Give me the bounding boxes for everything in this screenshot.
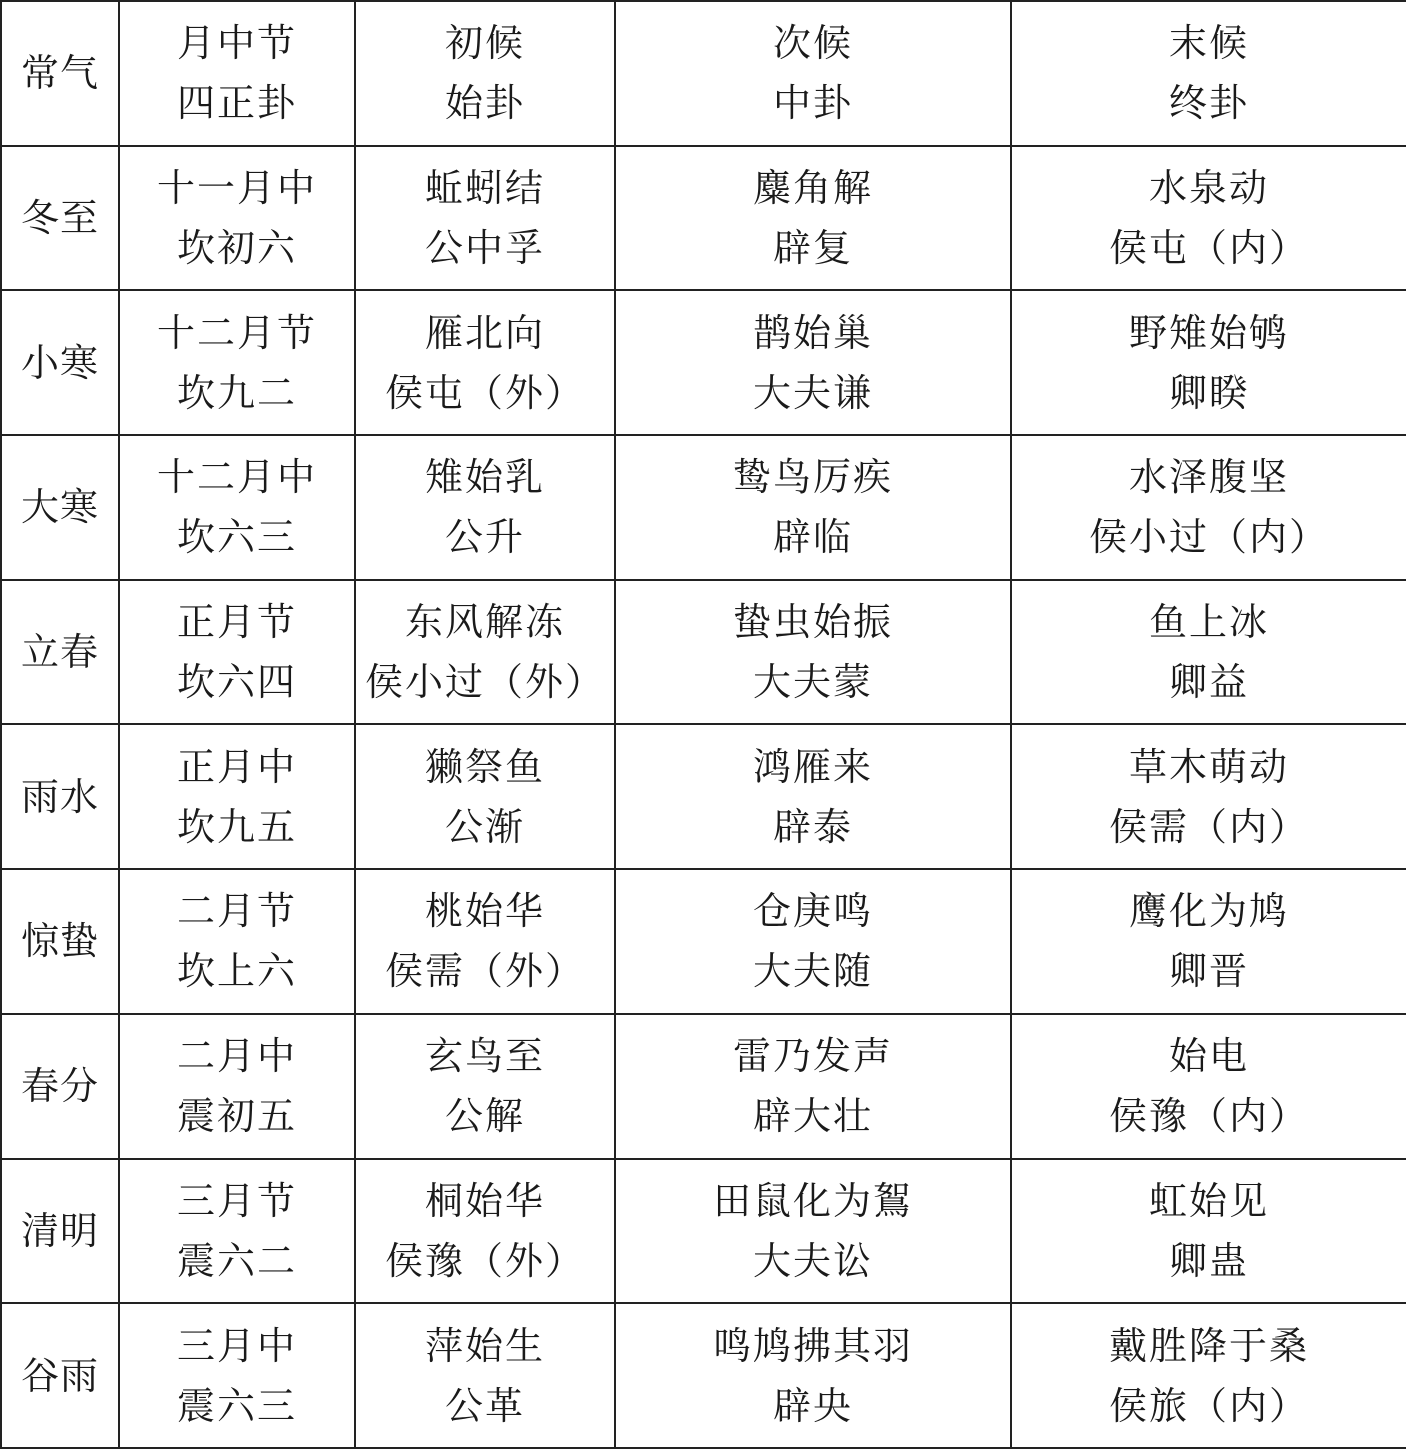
first-pentad-cell-line-1: 蚯蚓结 xyxy=(424,166,545,211)
first-pentad-cell-line-2: 公革 xyxy=(444,1383,525,1428)
month-hexagram-cell-line-1: 三月中 xyxy=(176,1323,297,1368)
first-pentad-cell xyxy=(355,724,615,869)
second-pentad-cell-line-1: 鸣鸠拂其羽 xyxy=(712,1323,913,1368)
table-row xyxy=(1,580,1406,725)
third-pentad-cell-line-2: 卿益 xyxy=(1168,660,1249,705)
month-hexagram-cell-line-2: 坎九五 xyxy=(176,804,297,849)
third-pentad-cell-line-1: 鱼上冰 xyxy=(1148,600,1269,645)
second-pentad-cell-line-2: 辟临 xyxy=(772,515,853,560)
third-pentad-cell xyxy=(1011,1303,1406,1448)
first-pentad-cell xyxy=(355,869,615,1014)
second-pentad-cell-line-1: 田鼠化为鴽 xyxy=(712,1178,913,1223)
month-hexagram-cell-line-2: 四正卦 xyxy=(176,81,297,126)
first-pentad-cell xyxy=(355,1159,615,1304)
first-pentad-cell xyxy=(355,1014,615,1159)
solar-term-cell: 春分 xyxy=(1,1014,119,1159)
month-hexagram-cell xyxy=(119,1,355,146)
first-pentad-cell xyxy=(355,146,615,291)
month-hexagram-cell xyxy=(119,580,355,725)
solar-term-cell: 清明 xyxy=(1,1159,119,1304)
second-pentad-cell xyxy=(615,1,1011,146)
third-pentad-cell-line-2: 侯需（内） xyxy=(1108,804,1309,849)
first-pentad-cell-line-1: 东风解冻 xyxy=(404,600,565,645)
third-pentad-cell xyxy=(1011,869,1406,1014)
first-pentad-cell-line-2: 侯需（外） xyxy=(384,949,585,994)
third-pentad-cell-line-1: 野雉始鸲 xyxy=(1128,310,1289,355)
first-pentad-cell xyxy=(355,580,615,725)
third-pentad-cell-line-2: 卿睽 xyxy=(1168,370,1249,415)
table-row xyxy=(1,146,1406,291)
first-pentad-cell-line-2: 公渐 xyxy=(444,804,525,849)
second-pentad-cell-line-1: 蛰虫始振 xyxy=(732,600,893,645)
first-pentad-cell xyxy=(355,435,615,580)
third-pentad-cell-line-1: 戴胜降于桑 xyxy=(1108,1323,1309,1368)
solar-term-cell: 立春 xyxy=(1,580,119,725)
third-pentad-cell xyxy=(1011,1014,1406,1159)
qihou-table-body xyxy=(1,1,1406,1448)
third-pentad-cell xyxy=(1011,290,1406,435)
month-hexagram-cell xyxy=(119,1159,355,1304)
third-pentad-cell-line-1: 水泽腹坚 xyxy=(1128,455,1289,500)
second-pentad-cell xyxy=(615,290,1011,435)
table-row xyxy=(1,869,1406,1014)
second-pentad-cell xyxy=(615,1303,1011,1448)
solar-term-cell: 常气 xyxy=(1,1,119,146)
month-hexagram-cell xyxy=(119,435,355,580)
month-hexagram-cell xyxy=(119,146,355,291)
third-pentad-cell-line-2: 侯豫（内） xyxy=(1108,1094,1309,1139)
first-pentad-cell-line-2: 始卦 xyxy=(444,81,525,126)
month-hexagram-cell-line-1: 三月节 xyxy=(176,1178,297,1223)
second-pentad-cell-line-2: 大夫谦 xyxy=(752,370,873,415)
third-pentad-cell-line-2: 侯旅（内） xyxy=(1108,1383,1309,1428)
first-pentad-cell-line-1: 雉始乳 xyxy=(424,455,545,500)
second-pentad-cell xyxy=(615,580,1011,725)
second-pentad-cell xyxy=(615,146,1011,291)
month-hexagram-cell-line-1: 正月中 xyxy=(176,744,297,789)
month-hexagram-cell-line-2: 震初五 xyxy=(176,1094,297,1139)
month-hexagram-cell-line-1: 十二月中 xyxy=(156,455,317,500)
third-pentad-cell-line-1: 末候 xyxy=(1168,21,1249,66)
month-hexagram-cell-line-2: 震六二 xyxy=(176,1238,297,1283)
second-pentad-cell-line-2: 大夫随 xyxy=(752,949,873,994)
first-pentad-cell-line-1: 雁北向 xyxy=(424,310,545,355)
third-pentad-cell-line-2: 卿晋 xyxy=(1168,949,1249,994)
month-hexagram-cell-line-1: 正月节 xyxy=(176,600,297,645)
second-pentad-cell xyxy=(615,1014,1011,1159)
first-pentad-cell-line-1: 玄鸟至 xyxy=(424,1034,545,1079)
third-pentad-cell xyxy=(1011,580,1406,725)
second-pentad-cell-line-2: 辟泰 xyxy=(772,804,853,849)
first-pentad-cell xyxy=(355,1,615,146)
third-pentad-cell-line-1: 鹰化为鸠 xyxy=(1128,889,1289,934)
second-pentad-cell-line-1: 鸿雁来 xyxy=(752,744,873,789)
second-pentad-cell-line-2: 辟央 xyxy=(772,1383,853,1428)
second-pentad-cell xyxy=(615,1159,1011,1304)
second-pentad-cell-line-2: 辟复 xyxy=(772,226,853,271)
month-hexagram-cell xyxy=(119,1303,355,1448)
month-hexagram-cell xyxy=(119,869,355,1014)
solar-term-cell: 冬至 xyxy=(1,146,119,291)
second-pentad-cell xyxy=(615,724,1011,869)
month-hexagram-cell-line-1: 二月节 xyxy=(176,889,297,934)
first-pentad-cell-line-1: 獭祭鱼 xyxy=(424,744,545,789)
third-pentad-cell-line-1: 草木萌动 xyxy=(1128,744,1289,789)
third-pentad-cell-line-2: 终卦 xyxy=(1168,81,1249,126)
third-pentad-cell xyxy=(1011,1,1406,146)
second-pentad-cell-line-2: 中卦 xyxy=(772,81,853,126)
month-hexagram-cell-line-2: 坎六三 xyxy=(176,515,297,560)
solar-term-cell: 惊蛰 xyxy=(1,869,119,1014)
table-row xyxy=(1,435,1406,580)
month-hexagram-cell-line-1: 二月中 xyxy=(176,1034,297,1079)
table-row xyxy=(1,1014,1406,1159)
first-pentad-cell-line-2: 公中孚 xyxy=(424,226,545,271)
second-pentad-cell-line-1: 鹊始巢 xyxy=(752,310,873,355)
month-hexagram-cell-line-2: 震六三 xyxy=(176,1383,297,1428)
month-hexagram-cell-line-2: 坎上六 xyxy=(176,949,297,994)
second-pentad-cell-line-1: 次候 xyxy=(772,21,853,66)
second-pentad-cell-line-2: 辟大壮 xyxy=(752,1094,873,1139)
third-pentad-cell-line-2: 卿蛊 xyxy=(1168,1238,1249,1283)
first-pentad-cell-line-1: 萍始生 xyxy=(424,1323,545,1368)
solar-term-cell: 大寒 xyxy=(1,435,119,580)
first-pentad-cell-line-2: 侯豫（外） xyxy=(384,1238,585,1283)
first-pentad-cell-line-2: 侯屯（外） xyxy=(384,370,585,415)
second-pentad-cell xyxy=(615,435,1011,580)
first-pentad-cell xyxy=(355,1303,615,1448)
third-pentad-cell-line-2: 侯小过（内） xyxy=(1088,515,1329,560)
second-pentad-cell-line-1: 仓庚鸣 xyxy=(752,889,873,934)
first-pentad-cell-line-1: 桐始华 xyxy=(424,1178,545,1223)
first-pentad-cell-line-2: 侯小过（外） xyxy=(364,660,605,705)
second-pentad-cell-line-1: 雷乃发声 xyxy=(732,1034,893,1079)
third-pentad-cell-line-1: 始电 xyxy=(1168,1034,1249,1079)
second-pentad-cell xyxy=(615,869,1011,1014)
solar-term-cell: 雨水 xyxy=(1,724,119,869)
first-pentad-cell-line-2: 公解 xyxy=(444,1094,525,1139)
table-row xyxy=(1,1159,1406,1304)
month-hexagram-cell xyxy=(119,1014,355,1159)
third-pentad-cell xyxy=(1011,724,1406,869)
second-pentad-cell-line-2: 大夫讼 xyxy=(752,1238,873,1283)
month-hexagram-cell-line-2: 坎初六 xyxy=(176,226,297,271)
second-pentad-cell-line-1: 鸷鸟厉疾 xyxy=(732,455,893,500)
third-pentad-cell-line-2: 侯屯（内） xyxy=(1108,226,1309,271)
third-pentad-cell xyxy=(1011,146,1406,291)
third-pentad-cell xyxy=(1011,1159,1406,1304)
month-hexagram-cell xyxy=(119,290,355,435)
month-hexagram-cell-line-2: 坎九二 xyxy=(176,370,297,415)
second-pentad-cell-line-1: 麋角解 xyxy=(752,166,873,211)
month-hexagram-cell-line-2: 坎六四 xyxy=(176,660,297,705)
table-row xyxy=(1,1303,1406,1448)
third-pentad-cell-line-1: 虹始见 xyxy=(1148,1178,1269,1223)
first-pentad-cell-line-1: 初候 xyxy=(444,21,525,66)
solar-term-cell: 谷雨 xyxy=(1,1303,119,1448)
second-pentad-cell-line-2: 大夫蒙 xyxy=(752,660,873,705)
table-row xyxy=(1,724,1406,869)
first-pentad-cell-line-1: 桃始华 xyxy=(424,889,545,934)
first-pentad-cell-line-2: 公升 xyxy=(444,515,525,560)
third-pentad-cell xyxy=(1011,435,1406,580)
first-pentad-cell xyxy=(355,290,615,435)
month-hexagram-cell-line-1: 十一月中 xyxy=(156,166,317,211)
month-hexagram-cell-line-1: 十二月节 xyxy=(156,310,317,355)
third-pentad-cell-line-1: 水泉动 xyxy=(1148,166,1269,211)
table-row xyxy=(1,290,1406,435)
header-row xyxy=(1,1,1406,146)
month-hexagram-cell-line-1: 月中节 xyxy=(176,21,297,66)
solar-term-cell: 小寒 xyxy=(1,290,119,435)
month-hexagram-cell xyxy=(119,724,355,869)
